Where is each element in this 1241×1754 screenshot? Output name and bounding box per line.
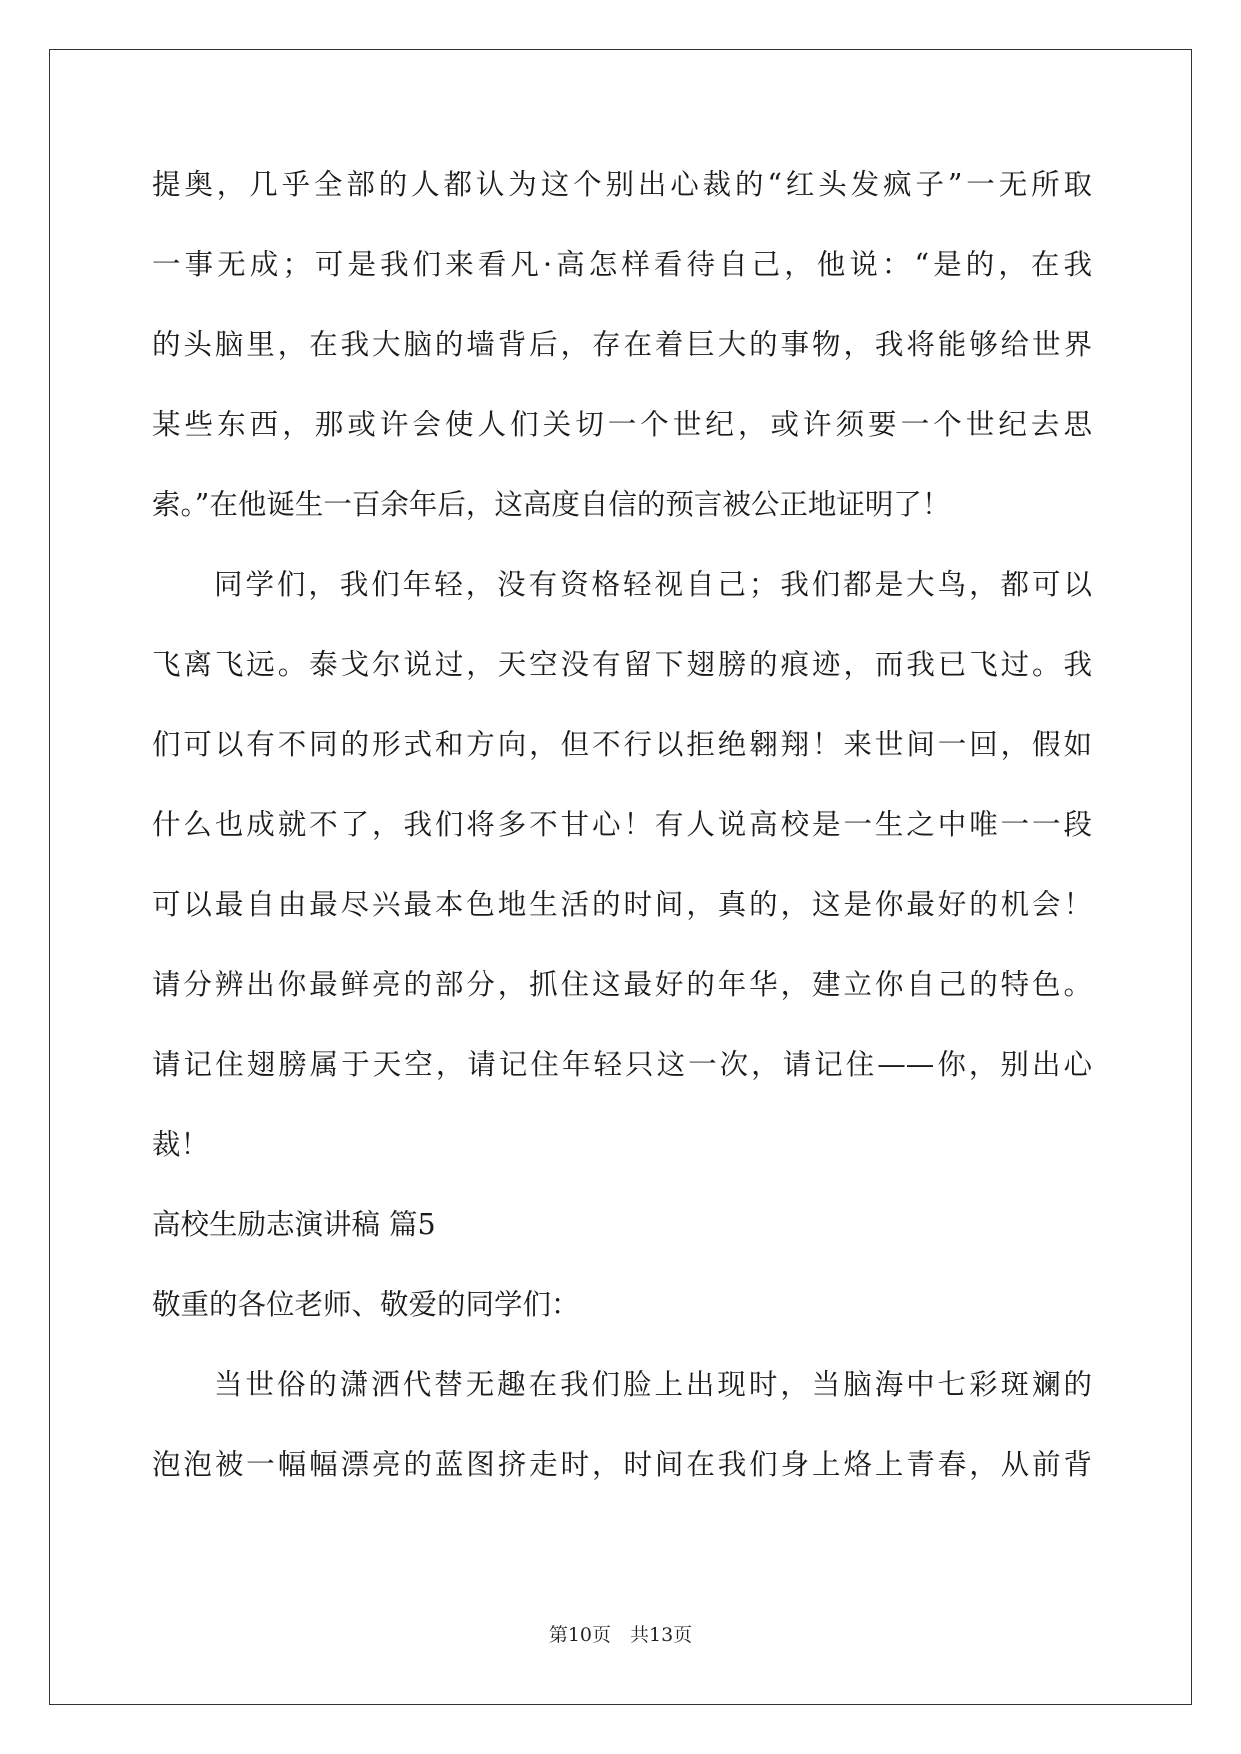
paragraph-line: 提奥，几乎全部的人都认为这个别出心裁的“红头发疯子”一无所取 <box>152 168 1092 201</box>
paragraph-line: 请记住翅膀属于天空，请记住年轻只这一次，请记住——你，别出心 <box>152 1048 1092 1081</box>
paragraph-line: 索。”在他诞生一百余年后，这高度自信的预言被公正地证明了！ <box>152 488 951 521</box>
page-number-footer: 第10页 共13页 <box>548 1624 693 1646</box>
salutation-line: 敬重的各位老师、敬爱的同学们： <box>152 1288 580 1321</box>
paragraph-line: 泡泡被一幅幅漂亮的蓝图挤走时，时间在我们身上烙上青春，从前背 <box>152 1448 1092 1481</box>
document-body <box>152 160 1092 1520</box>
paragraph-line: 某些东西，那或许会使人们关切一个世纪，或许须要一个世纪去思 <box>152 408 1092 441</box>
paragraph-line: 请分辨出你最鲜亮的部分，抓住这最好的年华，建立你自己的特色。 <box>152 968 1092 1001</box>
paragraph-line: 什么也成就不了，我们将多不甘心！有人说高校是一生之中唯一一段 <box>152 808 1092 841</box>
paragraph-line: 同学们，我们年轻，没有资格轻视自己；我们都是大鸟，都可以 <box>214 568 1092 601</box>
paragraph-line: 可以最自由最尽兴最本色地生活的时间，真的，这是你最好的机会！ <box>152 888 1092 921</box>
paragraph-line: 一事无成；可是我们来看凡·高怎样看待自己，他说：“是的，在我 <box>152 248 1092 281</box>
paragraph-line: 的头脑里，在我大脑的墙背后，存在着巨大的事物，我将能够给世界 <box>152 328 1092 361</box>
paragraph-line: 们可以有不同的形式和方向，但不行以拒绝翱翔！来世间一回，假如 <box>152 728 1092 761</box>
paragraph-line: 裁！ <box>152 1128 210 1161</box>
section-heading: 高校生励志演讲稿 篇5 <box>152 1208 436 1241</box>
paragraph-line: 飞离飞远。泰戈尔说过，天空没有留下翅膀的痕迹，而我已飞过。我 <box>152 648 1092 681</box>
paragraph-line: 当世俗的潇洒代替无趣在我们脸上出现时，当脑海中七彩斑斓的 <box>214 1368 1092 1401</box>
